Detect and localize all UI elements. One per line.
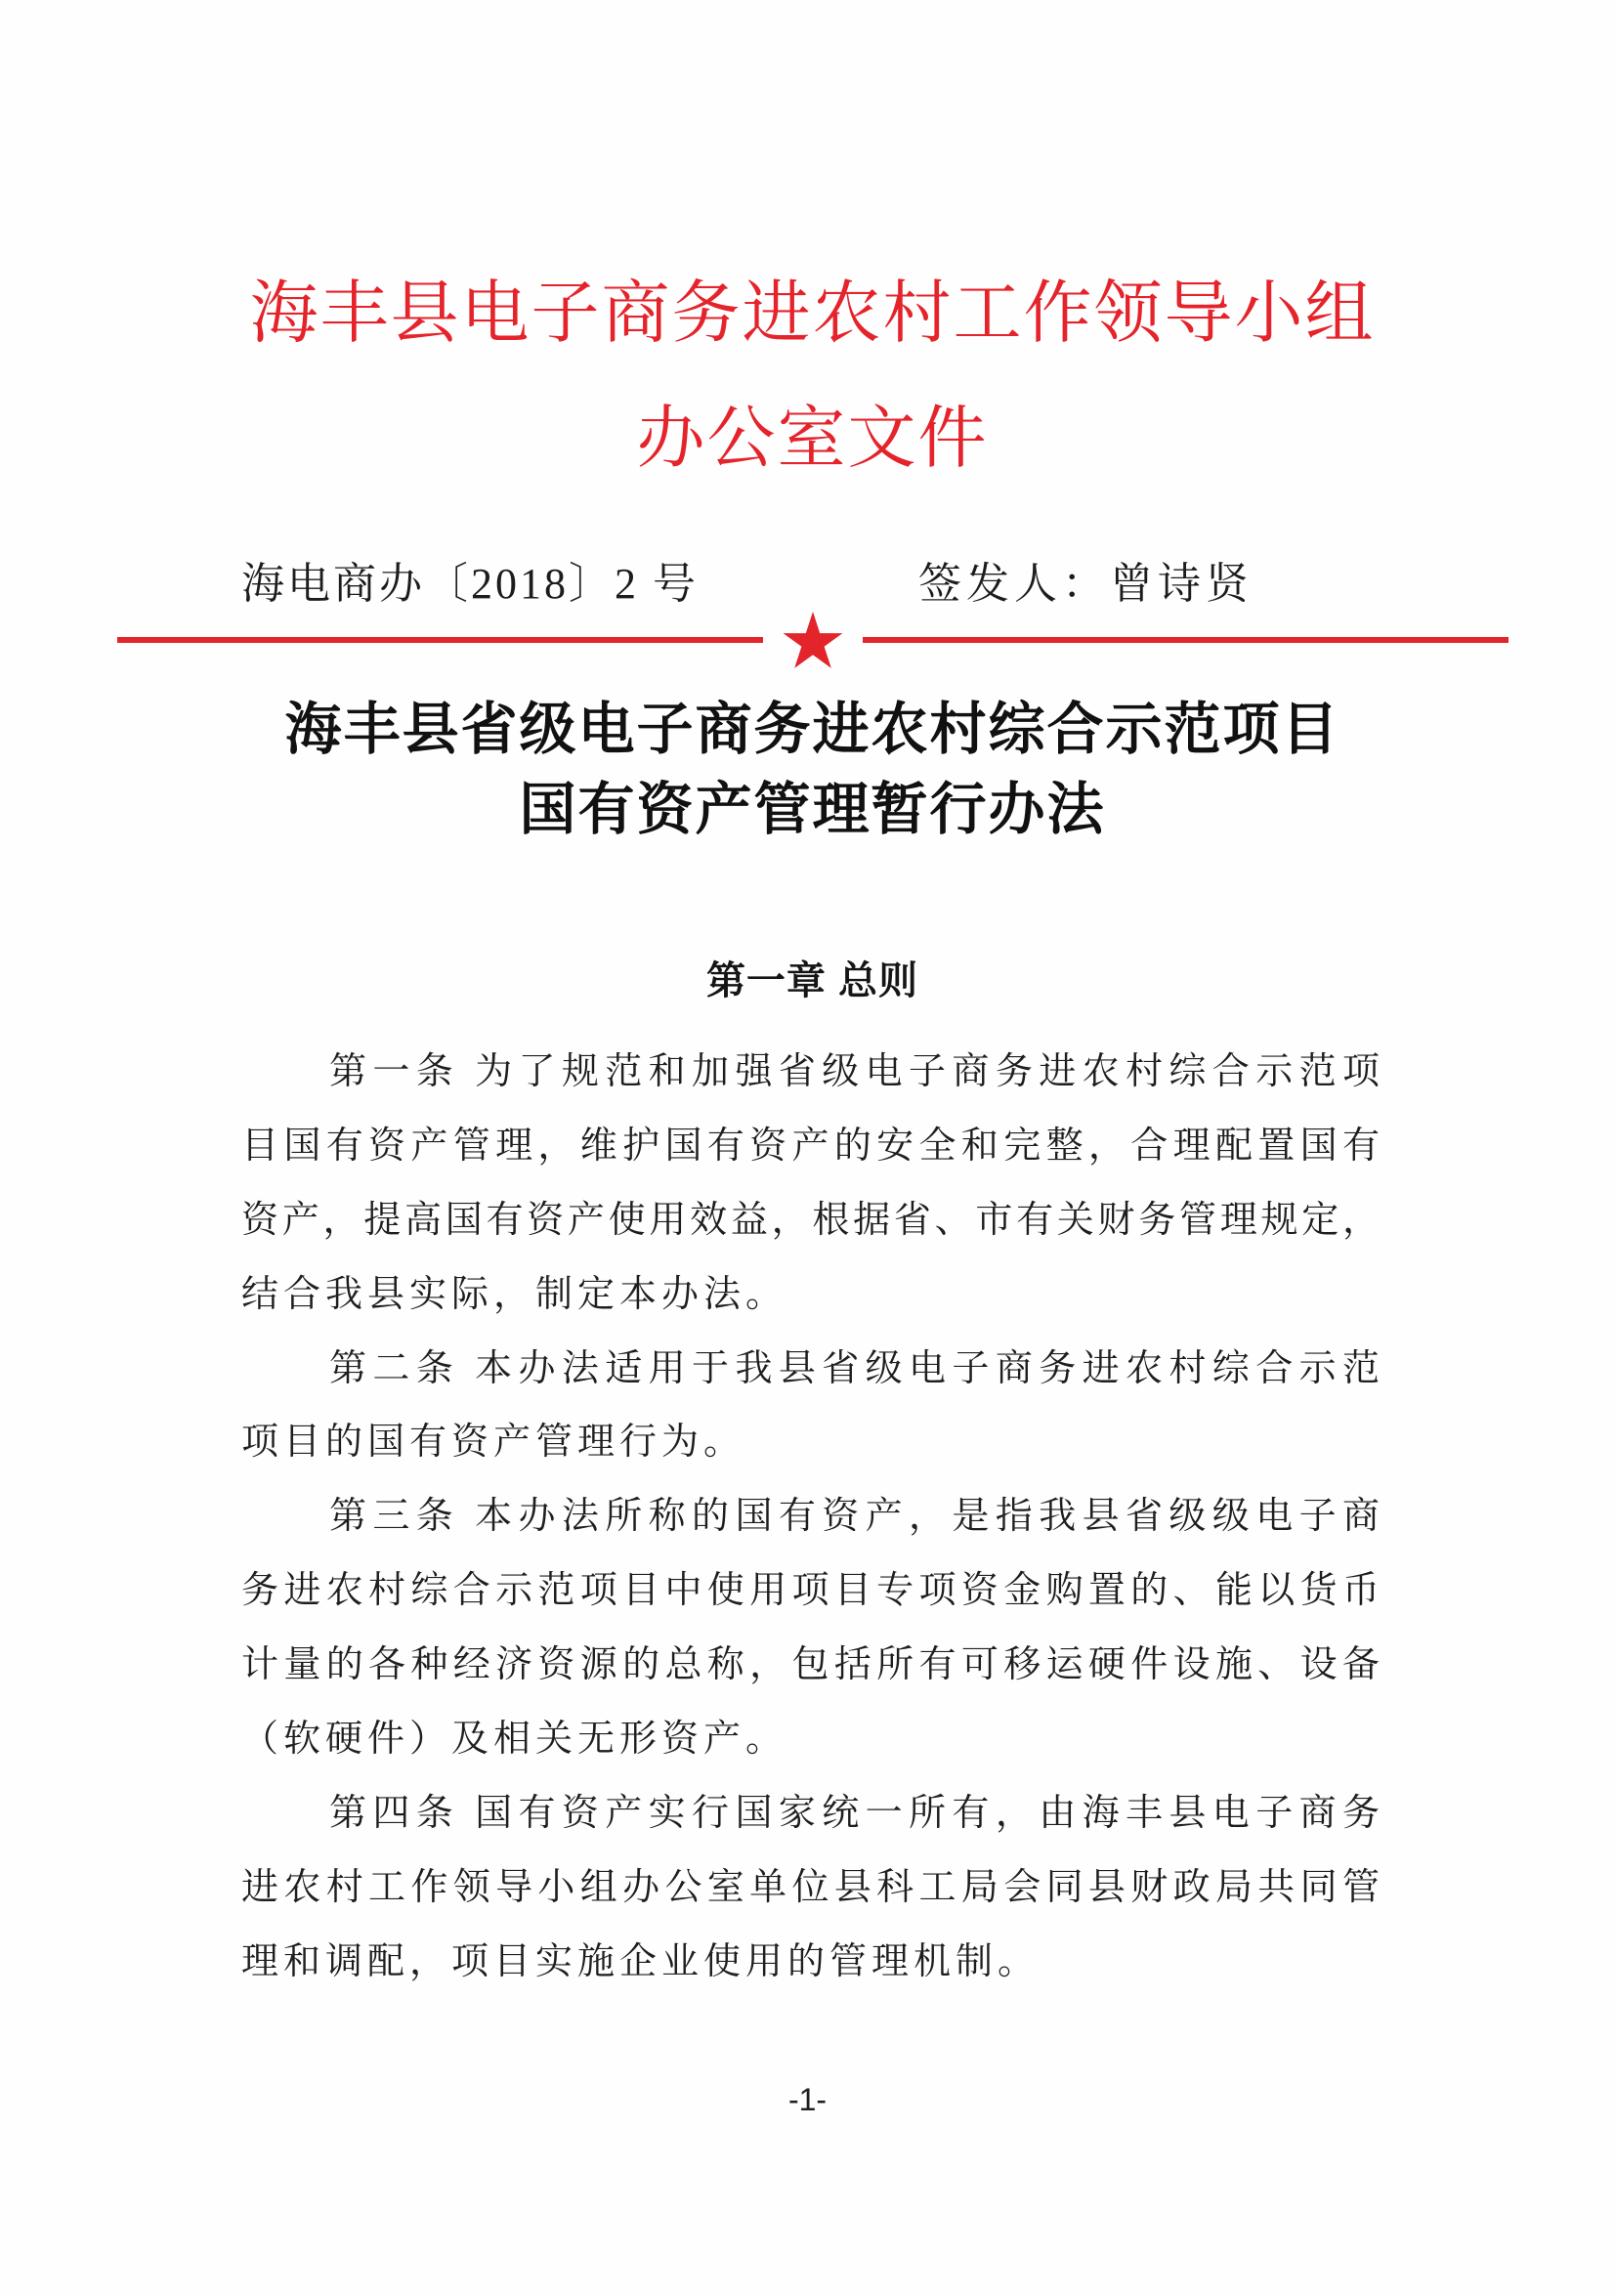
article-line: 资产，提高国有资产使用效益，根据省、市有关财务管理规定，: [241, 1199, 1380, 1241]
chapter-heading: 第一章 总则: [705, 959, 919, 1002]
article-2: [241, 1333, 1380, 1481]
article-3: [241, 1480, 1380, 1777]
page-number: -1-: [787, 2082, 828, 2117]
red-star-icon: [782, 612, 844, 674]
red-separator-right: [863, 637, 1509, 643]
document-type-title: 办公室文件: [636, 400, 989, 476]
article-line: 进农村工作领导小组办公室单位县科工局会同县财政局共同管: [241, 1866, 1380, 1908]
article-line: 结合我县实际，制定本办法。: [241, 1273, 788, 1315]
article-line: 第四条 国有资产实行国家统一所有，由海丰县电子商务: [329, 1792, 1380, 1834]
issuing-agency-title: 海丰县电子商务进农村工作领导小组: [249, 275, 1376, 351]
article-1: [241, 1036, 1380, 1333]
issuer-signature: 签发人：曾诗贤: [918, 560, 1254, 608]
document-title-line-2: 国有资产管理暂行办法: [519, 778, 1106, 841]
document-title-line-1: 海丰县省级电子商务进农村综合示范项目: [284, 698, 1340, 761]
document-number: 海电商办〔2018〕2 号: [241, 560, 699, 608]
article-line: 第三条 本办法所称的国有资产，是指我县省级级电子商: [329, 1496, 1380, 1538]
article-line: 目国有资产管理，维护国有资产的安全和完整，合理配置国有: [241, 1125, 1380, 1167]
article-line: 理和调配，项目实施企业使用的管理机制。: [241, 1940, 1041, 1982]
article-line: 第一条 为了规范和加强省级电子商务进农村综合示范项: [329, 1051, 1380, 1092]
article-line: 项目的国有资产管理行为。: [241, 1422, 746, 1464]
article-line: 计量的各种经济资源的总称，包括所有可移运硬件设施、设备: [241, 1644, 1380, 1686]
article-line: （软硬件）及相关无形资产。: [241, 1719, 788, 1761]
article-line: 务进农村综合示范项目中使用项目专项资金购置的、能以货币: [241, 1570, 1380, 1612]
article-4: [241, 1777, 1380, 2000]
body-text: [241, 1036, 1380, 2000]
article-line: 第二条 本办法适用于我县省级电子商务进农村综合示范: [329, 1347, 1380, 1389]
red-separator-left: [117, 637, 763, 643]
